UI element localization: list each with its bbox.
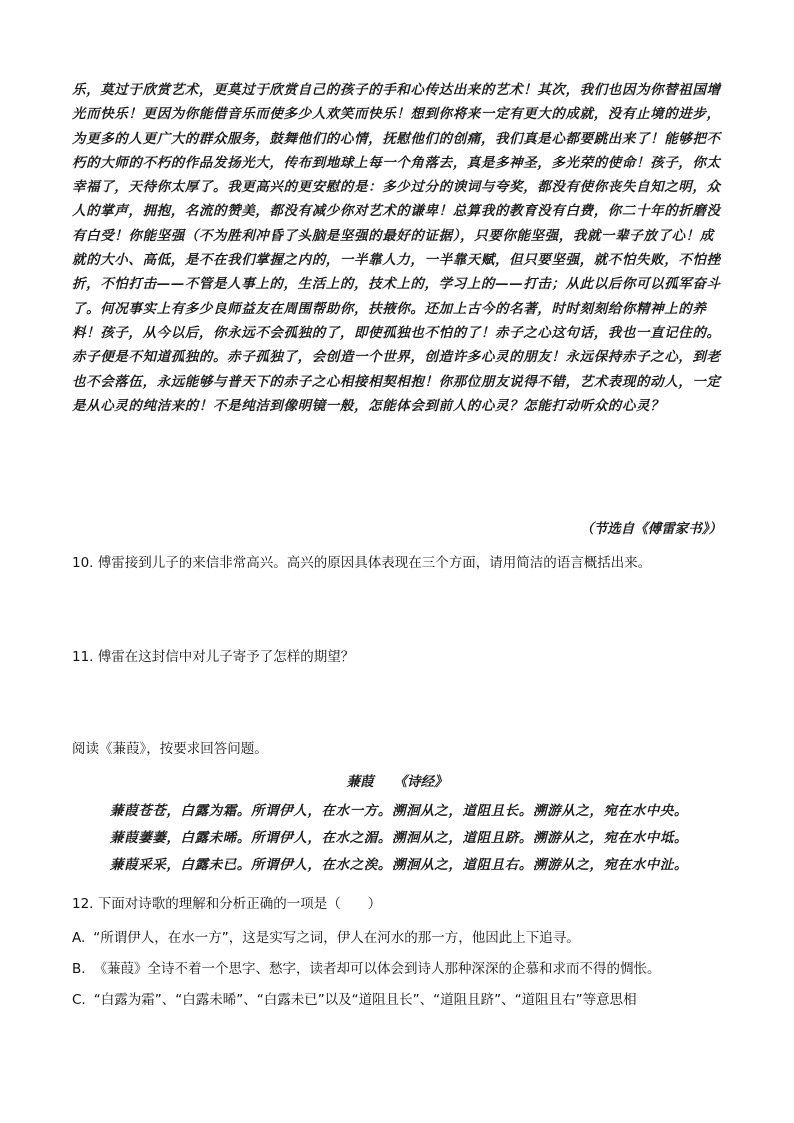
passage-line: 人的掌声，拥抱，名流的赞美，都没有减少你对艺术的谦卑！总算我的教育没有白费，你二十年的折磨没 [72,203,721,220]
poem-stanza: 蒹葭采采，白露未已。所谓伊人，在水之涘。溯洄从之，道阻且右。溯游从之，宛在水中沚。 [110,857,689,873]
passage-line: 幸福了，天待你太厚了。我更高兴的更安慰的是：多少过分的谀词与夸奖，都没有使你丧失自知之明，众 [72,179,721,196]
passage-line: 就的大小、高低，是不在我们掌握之内的，一半靠人力，一半靠天赋，但只要坚强，就不怕失败，不怕挫 [72,252,721,269]
passage-line: 也不会落伍，永远能够与普天下的赤子之心相接相契相抱！你那位朋友说得不错，艺术表现的动人，一定 [72,373,721,390]
option-text: 《蒹葭》全诗不着一个思字、愁字，读者却可以体会到诗人那种深深的企慕和求而不得的惆怅。 [93,961,661,977]
passage-line: 为更多的人更广大的群众服务，鼓舞他们的心情，抚慰他们的创痛，我们真是心都要跳出来了！能够把不 [72,130,721,147]
section-instruction: 阅读《蒹葭》，按要求回答问题。 [72,741,268,757]
passage-line: 朽的大师的不朽的作品发扬光大，传布到地球上每一个角落去，真是多神圣，多光荣的使命！孩子，你太 [72,154,721,171]
option-b [72,957,661,977]
option-text: “所谓伊人，在水一方”，这是实写之词，伊人在河水的那一方，他因此上下追寻。 [93,930,580,946]
option-letter: A. [72,930,86,946]
passage-line: 乐，莫过于欣赏艺术，更莫过于欣赏自己的孩子的手和心传达出来的艺术！其次，我们也因为你替祖国增 [72,82,721,98]
poem-stanza: 蒹葭苍苍，白露为霜。所谓伊人，在水一方。溯洄从之，道阻且长。溯游从之，宛在水中央。 [110,803,689,819]
poem-body [110,798,710,879]
passage-line: 折，不怕打击——不管是人事上的，生活上的，技术上的，学习上的——打击；从此以后你可以孤军奋斗 [72,276,721,293]
passage-line: 光而快乐！更因为你能借音乐而使多少人欢笑而快乐！想到你将来一定有更大的成就，没有止境的进步， [72,106,721,123]
option-letter: C. [72,992,86,1008]
question-10: 10. 傅雷接到儿子的来信非常高兴。高兴的原因具体表现在三个方面，请用简洁的语言概括出来。 [72,555,652,571]
option-letter: B. [72,961,86,977]
letter-excerpt [72,78,722,418]
poem-stanza: 蒹葭萋萋，白露未晞。所谓伊人，在水之湄。溯洄从之，道阻且跻。溯游从之，宛在水中坻。 [110,830,689,846]
poem-heading [0,770,794,790]
question-12: 12. 下面对诗歌的理解和分析正确的一项是（ ） [72,896,382,912]
option-c [72,988,637,1008]
passage-line: 料！孩子，从今以后，你永远不会孤独的了，即使孤独也不怕的了！赤子之心这句话，我也一直记住的。 [72,324,721,341]
poem-title: 蒹葭 [346,774,374,790]
passage-line: 有白受！你能坚强（不为胜利冲昏了头脑是坚强的最好的证据），只要你能坚强，我就一辈子放了心！成 [72,227,714,244]
poem-source: 《诗经》 [393,774,448,790]
passage-source: （节选自《傅雷家书》） [580,521,722,537]
passage-line: 了。何况事实上有多少良师益友在周围帮助你，扶掖你。还加上古今的名著，时时刻刻给你精神上的养 [72,300,707,317]
passage-line: 是从心灵的纯洁来的！不是纯洁到像明镜一般，怎能体会到前人的心灵？怎能打动听众的心灵？ [72,397,665,414]
passage-line: 赤子便是不知道孤独的。赤子孤独了，会创造一个世界，创造许多心灵的朋友！永远保持赤子之心，到老 [72,349,721,366]
question-11: 11. 傅雷在这封信中对儿子寄予了怎样的期望？ [72,649,355,665]
option-text: “白露为霜”、“白露未晞”、“白露未已”以及“道阻且长”、“道阻且跻”、“道阻且右”等意思相 [93,992,637,1008]
option-a [72,926,580,946]
